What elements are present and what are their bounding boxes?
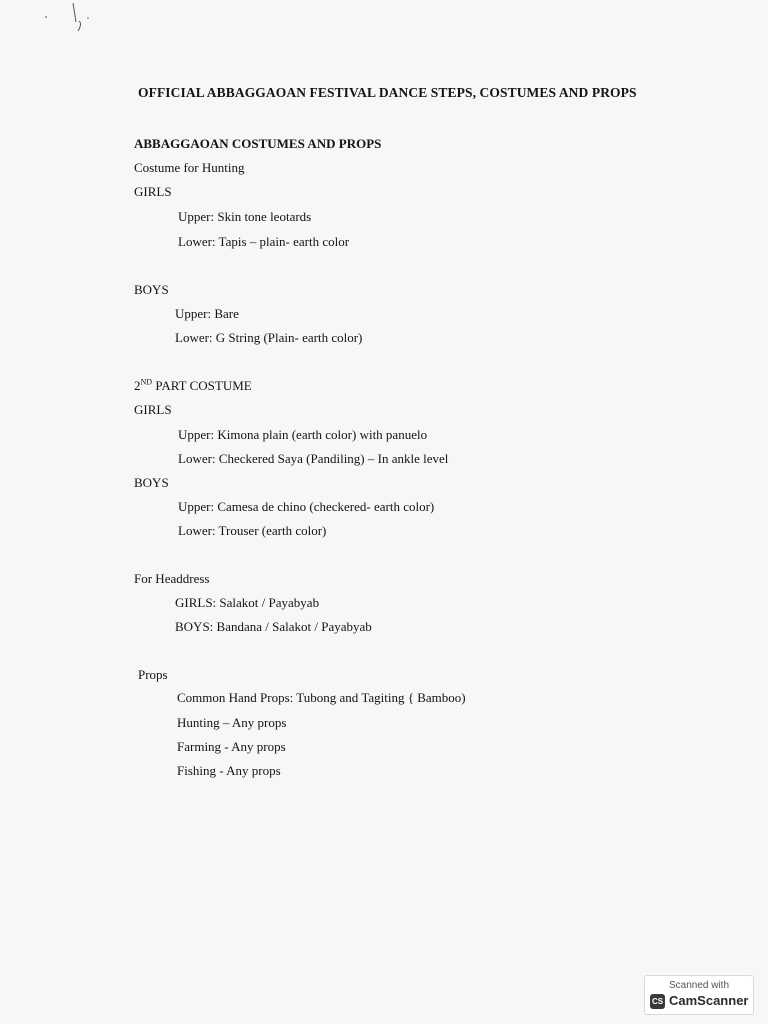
fishing-props: Fishing - Any props xyxy=(177,763,281,778)
hunting-girls-lower: Lower: Tapis – plain- earth color xyxy=(178,234,350,249)
scanned-with-text: Scanned with xyxy=(668,980,730,991)
document-title: OFFICIAL ABBAGGAOAN FESTIVAL DANCE STEPS, COSTUMES AND PROPS xyxy=(138,85,637,100)
headdress-boys: BOYS: Bandana / Salakot / Payabyab xyxy=(175,619,372,634)
props-label: Props xyxy=(138,667,168,682)
second-part-boys-upper: Upper: Camesa de chino (checkered- earth color) xyxy=(178,499,435,514)
second-part-boys-label: BOYS xyxy=(134,475,169,490)
second-part-girls-label: GIRLS xyxy=(134,402,172,417)
second-part-boys-lower: Lower: Trouser (earth color) xyxy=(178,523,327,538)
hunting-costume-label: Costume for Hunting xyxy=(134,160,245,175)
hunting-boys-upper: Upper: Bare xyxy=(175,306,239,321)
hunting-girls-label: GIRLS xyxy=(134,184,172,199)
section-heading: ABBAGGAOAN COSTUMES AND PROPS xyxy=(134,136,382,151)
second-part-girls-upper: Upper: Kimona plain (earth color) with panuelo xyxy=(178,427,428,442)
hunting-boys-label: BOYS xyxy=(134,282,169,297)
farming-props: Farming - Any props xyxy=(177,739,286,754)
hunting-boys-lower: Lower: G String (Plain- earth color) xyxy=(175,330,363,345)
hunting-props: Hunting – Any props xyxy=(177,715,287,730)
headdress-girls: GIRLS: Salakot / Payabyab xyxy=(175,595,320,610)
hunting-girls-upper: Upper: Skin tone leotards xyxy=(178,209,312,224)
headdress-label: For Headdress xyxy=(134,571,210,586)
camscanner-brand: CamScanner xyxy=(669,993,749,1008)
camscanner-watermark xyxy=(644,975,754,1015)
second-part-girls-lower: Lower: Checkered Saya (Pandiling) – In ankle level xyxy=(178,451,449,466)
second-part-costume-label: 2ND PART COSTUME xyxy=(134,377,252,393)
pen-mark xyxy=(40,0,110,40)
camscanner-logo-icon: CS xyxy=(650,994,665,1009)
common-hand-props: Common Hand Props: Tubong and Tagiting { Bamboo) xyxy=(177,690,466,705)
